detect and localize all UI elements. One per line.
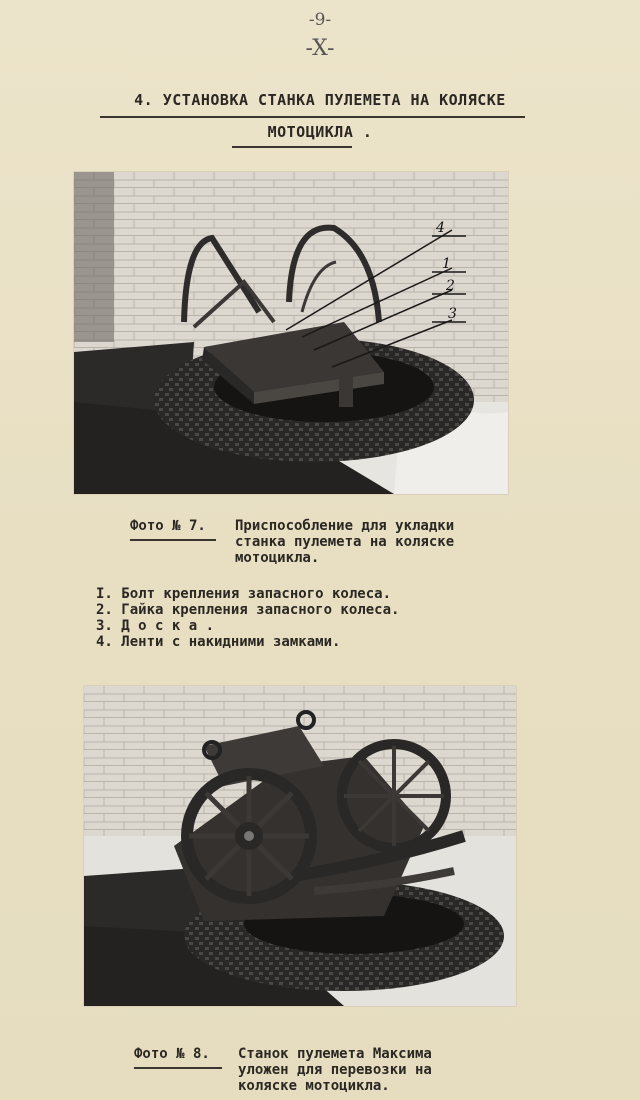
photo-8-caption-line2: уложен для перевозки на bbox=[238, 1062, 432, 1078]
photo-7-caption-line2: станка пулемета на коляске bbox=[235, 534, 455, 550]
heading-underline-2 bbox=[232, 146, 352, 148]
page-number: -9- bbox=[308, 10, 332, 30]
photo-8-caption-line1: Станок пулемета Максима bbox=[238, 1046, 432, 1062]
photo-7-caption-line1: Приспособление для укладки bbox=[235, 518, 455, 534]
section-heading-line1: 4. УСТАНОВКА СТАНКА ПУЛЕМЕТА НА КОЛЯСКЕ bbox=[134, 91, 506, 109]
callout-1: 1 bbox=[442, 256, 451, 272]
legend-item-4: 4. Ленти с накидними замками. bbox=[96, 634, 341, 650]
page-number-crossed: -X- bbox=[305, 36, 335, 61]
callout-4: 4 bbox=[436, 220, 445, 236]
heading-underline-1 bbox=[100, 116, 525, 118]
callout-2: 2 bbox=[446, 278, 455, 294]
photo-8-caption-line3: коляске мотоцикла. bbox=[238, 1078, 390, 1094]
legend-item-2: 2. Гайка крепления запасного колеса. bbox=[96, 602, 400, 618]
section-heading-line2: МОТОЦИКЛА . bbox=[267, 123, 373, 141]
photo-8 bbox=[84, 686, 516, 1006]
photo-7-image bbox=[74, 172, 508, 494]
photo-8-image bbox=[84, 686, 516, 1006]
photo-7 bbox=[74, 172, 508, 494]
legend-item-3: 3. Д о с к а . bbox=[96, 618, 215, 634]
photo-8-caption-label: Фото № 8. bbox=[134, 1046, 210, 1062]
photo-7-caption-line3: мотоцикла. bbox=[235, 550, 320, 566]
legend-item-1: I. Болт крепления запасного колеса. bbox=[96, 586, 392, 602]
callout-3: 3 bbox=[448, 306, 457, 322]
caption-underline-7 bbox=[130, 539, 216, 541]
caption-underline-8 bbox=[134, 1067, 222, 1069]
photo-7-caption-label: Фото № 7. bbox=[130, 518, 206, 534]
